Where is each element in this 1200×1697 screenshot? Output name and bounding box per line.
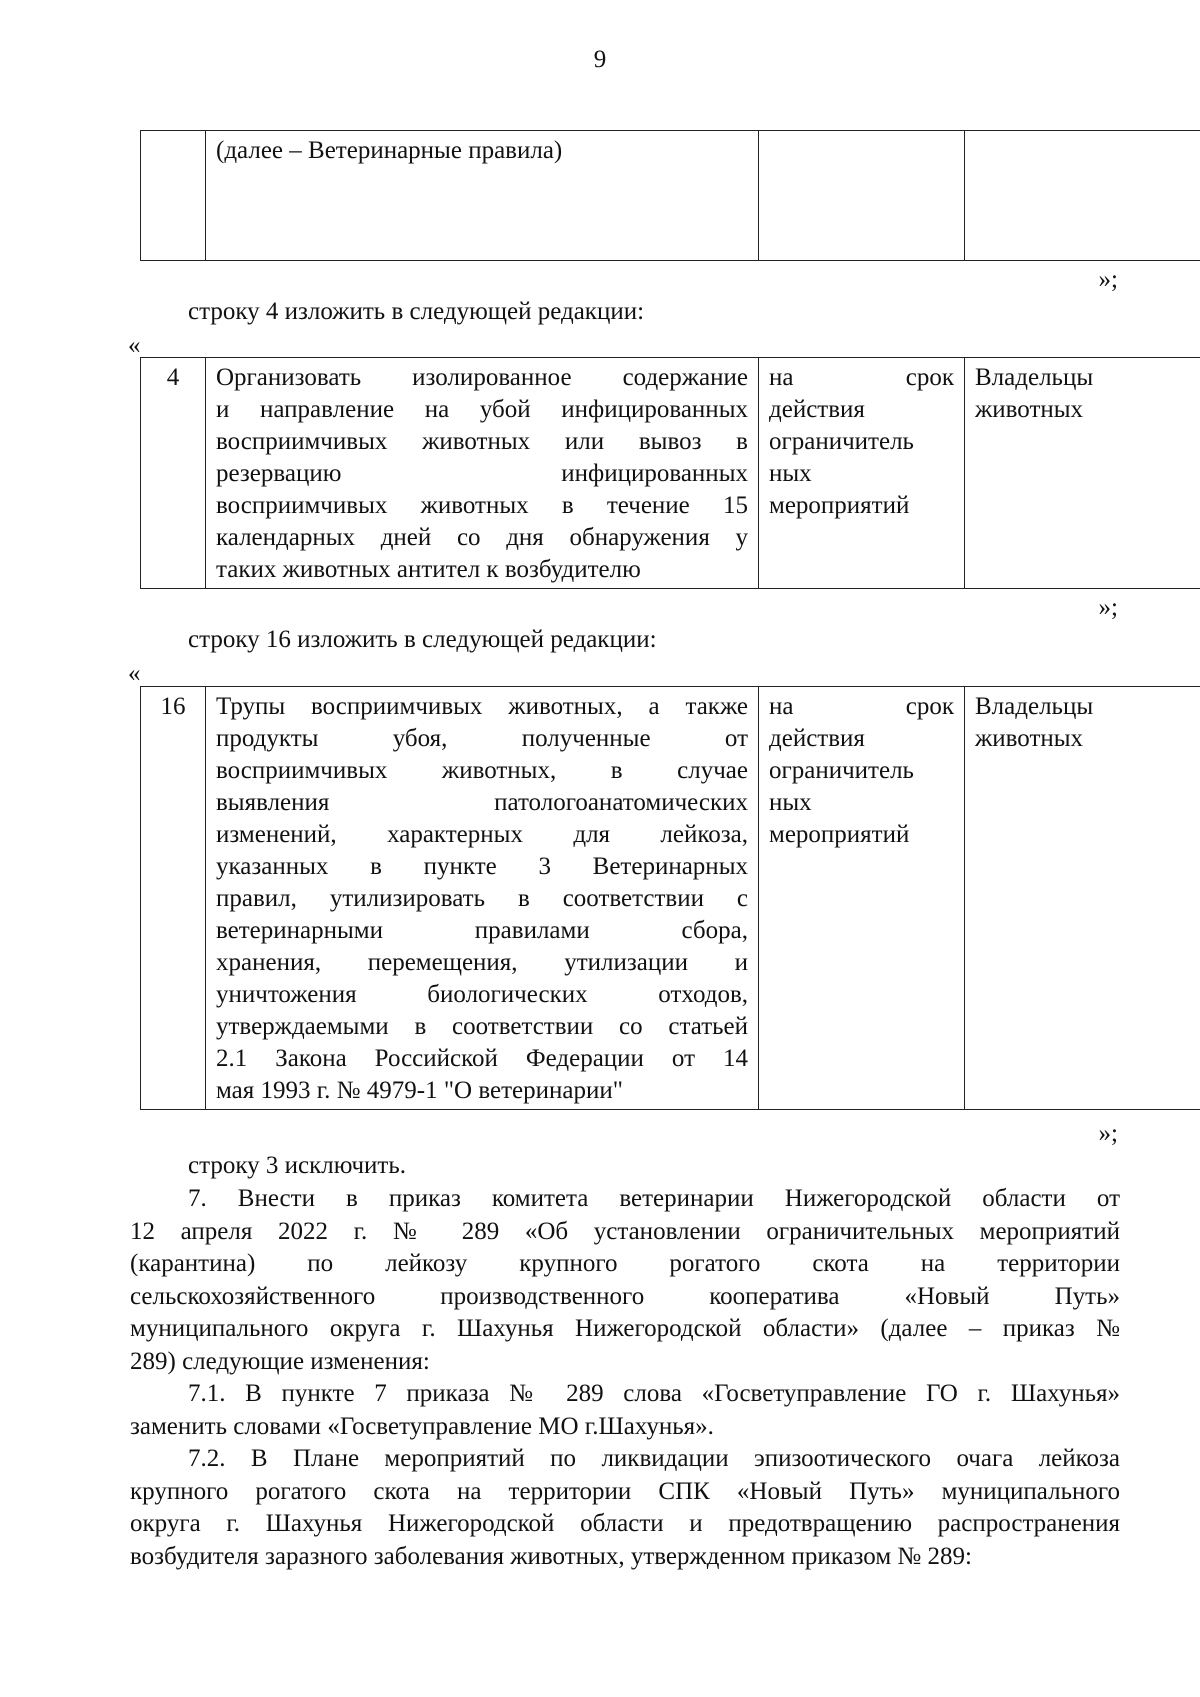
text-line: указанных в пункте 3 Ветеринарных — [216, 853, 748, 880]
table-row16 — [140, 686, 1200, 1110]
paragraph-7-2 — [130, 1443, 1120, 1573]
table-row — [141, 687, 1200, 1110]
term-line: ных — [769, 789, 812, 816]
resp-line: животных — [975, 396, 1084, 423]
closing-quote: »; — [1098, 594, 1118, 621]
table-cell-num — [141, 131, 206, 261]
para-line: 12 апреля 2022 г. № 289 «Об установлении ограничительных мероприятий — [130, 1217, 1120, 1245]
term-line: действия — [769, 396, 865, 423]
instruction-row16: строку 16 изложить в следующей редакции: — [188, 626, 657, 653]
row-term — [759, 358, 965, 589]
para-line: округа г. Шахунья Нижегородской области и предотвращению распространения — [130, 1510, 1120, 1537]
para-line: 7.1. В пункте 7 приказа № 289 слова «Госветуправление ГО г. Шахунья» — [188, 1380, 1120, 1407]
para-line: крупного рогатого скота на территории СПК «Новый Путь» муниципального — [130, 1477, 1120, 1505]
table-cell-responsible — [965, 131, 1200, 261]
instruction-row4: строку 4 изложить в следующей редакции: — [188, 298, 645, 325]
para-line: 289) следующие изменения: — [130, 1347, 430, 1375]
para-line: сельскохозяйственного производственного кооператива «Новый Путь» — [130, 1282, 1120, 1310]
table-row4 — [140, 357, 1200, 589]
row-number: 4 — [141, 358, 206, 589]
instruction-row3: строку 3 исключить. — [188, 1152, 406, 1179]
resp-line: животных — [975, 725, 1084, 752]
term-line: ограничитель — [769, 428, 914, 455]
text-line: хранения, перемещения, утилизации и — [216, 949, 748, 976]
closing-quote: »; — [1098, 1120, 1118, 1147]
para-line: заменить словами «Госветуправление МО г.Шахунья». — [130, 1412, 714, 1440]
row-text — [206, 687, 759, 1110]
text-line: уничтожения биологических отходов, — [216, 981, 748, 1008]
text-line: правил, утилизировать в соответствии с — [216, 885, 748, 912]
table-cell-term — [759, 131, 965, 261]
table-row — [141, 358, 1200, 589]
term-line: мероприятий — [769, 821, 910, 848]
paragraph-7-1 — [130, 1378, 1120, 1443]
resp-line: Владельцы — [975, 364, 1094, 391]
text-line: и направление на убой инфицированных — [216, 396, 748, 423]
row-text — [206, 358, 759, 589]
term-line: на срок — [769, 693, 954, 720]
opening-quote: « — [128, 332, 141, 359]
text-line: выявления патологоанатомических — [216, 789, 748, 816]
text-line: продукты убоя, полученные от — [216, 725, 748, 752]
resp-line: Владельцы — [975, 693, 1094, 720]
text-line: таких животных антител к возбудителю — [216, 556, 641, 583]
term-line: мероприятий — [769, 492, 910, 519]
text-line: утверждаемыми в соответствии со статьей — [216, 1013, 748, 1040]
term-line: на срок — [769, 364, 954, 391]
text-line: Трупы восприимчивых животных, а также — [216, 693, 748, 720]
table-row — [141, 131, 1200, 261]
term-line: ных — [769, 460, 812, 487]
text-line: ветеринарными правилами сбора, — [216, 917, 748, 944]
para-line: 7.2. В Плане мероприятий по ликвидации эпизоотического очага лейкоза — [188, 1445, 1120, 1472]
paragraph-7 — [130, 1183, 1120, 1378]
text-line: восприимчивых животных, в случае — [216, 757, 748, 784]
page-number: 9 — [593, 46, 607, 73]
term-line: ограничитель — [769, 757, 914, 784]
term-line: действия — [769, 725, 865, 752]
row-responsible — [965, 687, 1200, 1110]
text-line: восприимчивых животных или вывоз в — [216, 428, 748, 455]
text-line: Организовать изолированное содержание — [216, 364, 748, 391]
row-term — [759, 687, 965, 1110]
para-line: муниципального округа г. Шахунья Нижегородской области» (далее – приказ № — [130, 1315, 1120, 1342]
table-top-fragment — [140, 130, 1200, 261]
text-line: 2.1 Закона Российской Федерации от 14 — [216, 1045, 748, 1072]
text-line: календарных дней со дня обнаружения у — [216, 524, 748, 551]
para-line: 7. Внести в приказ комитета ветеринарии Нижегородской области от — [188, 1185, 1120, 1212]
table-cell-text: (далее – Ветеринарные правила) — [206, 131, 759, 261]
closing-quote: »; — [1098, 266, 1118, 293]
opening-quote: « — [128, 660, 141, 687]
text-line: восприимчивых животных в течение 15 — [216, 492, 748, 519]
para-line: (карантина) по лейкозу крупного рогатого скота на территории — [130, 1250, 1120, 1277]
text-line: резервацию инфицированных — [216, 460, 748, 487]
text-line: мая 1993 г. № 4979-1 "О ветеринарии" — [216, 1077, 623, 1104]
row-responsible — [965, 358, 1200, 589]
text-line: изменений, характерных для лейкоза, — [216, 821, 748, 848]
row-number: 16 — [141, 687, 206, 1110]
para-line: возбудителя заразного заболевания животных, утвержденном приказом № 289: — [130, 1542, 972, 1570]
